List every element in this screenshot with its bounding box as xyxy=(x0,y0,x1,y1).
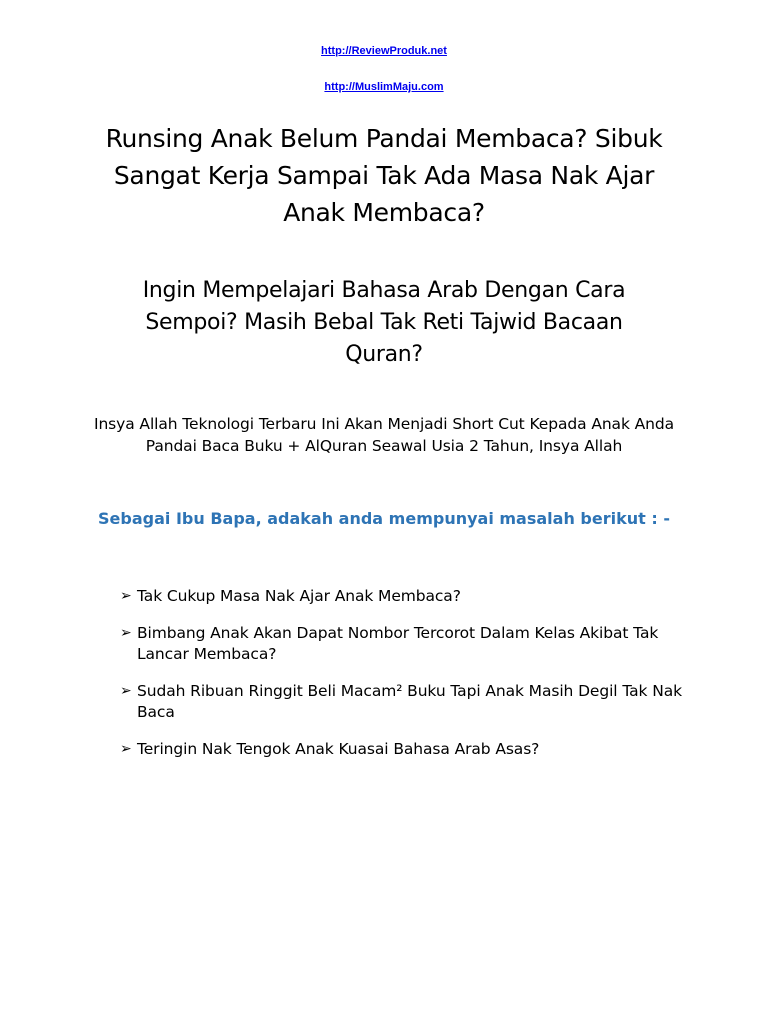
arrow-bullet-icon: ➢ xyxy=(120,625,132,641)
problem-text: Bimbang Anak Akan Dapat Nombor Tercorot Dalam Kelas Akibat Tak Lancar Membaca? xyxy=(137,624,659,663)
link-reviewproduk[interactable]: http://ReviewProduk.net xyxy=(321,45,447,57)
list-item xyxy=(120,586,690,607)
intro-text: Insya Allah Teknologi Terbaru Ini Akan Menjadi Short Cut Kepada Anak Anda Pandai Baca Buku + AlQuran Seawal Usia 2 Tahun, Insya Allah xyxy=(93,415,675,455)
subheadline: Ingin Mempelajari Bahasa Arab Dengan Cara Sempoi? Masih Bebal Tak Reti Tajwid Bacaan Quran? xyxy=(142,278,626,367)
problem-text: Tak Cukup Masa Nak Ajar Anak Membaca? xyxy=(137,587,461,605)
problem-text: Teringin Nak Tengok Anak Kuasai Bahasa Arab Asas? xyxy=(137,740,540,758)
list-item xyxy=(120,623,690,665)
arrow-bullet-icon: ➢ xyxy=(120,741,132,757)
link-muslimmaju[interactable]: http://MuslimMaju.com xyxy=(324,81,444,93)
problem-text: Sudah Ribuan Ringgit Beli Macam² Buku Tapi Anak Masih Degil Tak Nak Baca xyxy=(137,682,683,721)
header-links xyxy=(0,0,768,94)
arrow-bullet-icon: ➢ xyxy=(120,683,132,699)
problem-question: Sebagai Ibu Bapa, adakah anda mempunyai masalah berikut : - xyxy=(98,509,670,528)
arrow-bullet-icon: ➢ xyxy=(120,588,132,604)
headline: Runsing Anak Belum Pandai Membaca? Sibuk Sangat Kerja Sampai Tak Ada Masa Nak Ajar Anak Membaca? xyxy=(105,124,663,227)
list-item xyxy=(120,681,690,723)
problem-list xyxy=(120,586,690,760)
list-item xyxy=(120,739,690,760)
